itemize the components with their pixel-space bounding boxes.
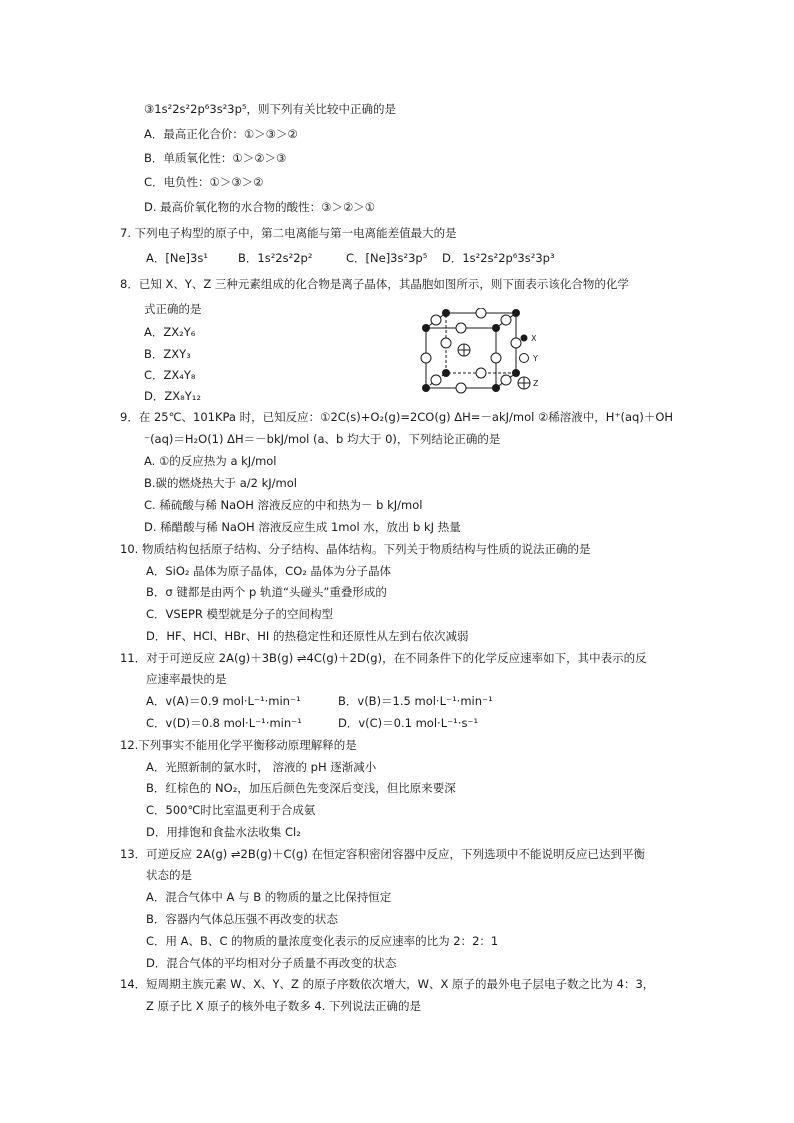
option-d: D．混合气体的平均相对分子质量不再改变的状态 [146,956,397,970]
option-b: B.碳的燃烧热大于 a/2 kJ/mol [144,476,297,490]
legend-z-marker [518,377,530,389]
option-c: C．500℃时比室温更利于合成氨 [146,803,316,817]
option-a: A．v(A)＝0.9 mol·L⁻¹·min⁻¹ [146,694,301,708]
option-c: C．用 A、B、C 的物质的量浓度变化表示的反应速率的比为 2：2：1 [146,934,499,948]
y-atom [456,323,466,333]
crystal-cell-diagram [416,308,566,398]
legend-z-label: Z [533,379,539,388]
y-atom [476,368,486,378]
y-atom [431,375,441,385]
legend-x-label: X [531,334,537,343]
option-c: C．电负性：①＞③＞② [144,175,264,189]
question-14: 14．短周期主族元素 W、X、Y、Z 的原子序数依次增大，W、X 原子的最外电子层电子数之比为 4：3， [120,977,655,991]
option-d: D．v(C)＝0.1 mol·L⁻¹·s⁻¹ [338,716,479,730]
question-7: 7. 下列电子构型的原子中，第二电离能与第一电离能差值最大的是 [120,226,457,240]
y-atom [501,315,511,325]
option-a: A．混合气体中 A 与 B 的物质的量之比保持恒定 [146,890,392,904]
option-b: B．v(B)＝1.5 mol·L⁻¹·min⁻¹ [338,694,493,708]
x-atom [492,384,500,392]
option-d: D．HF、HCl、HBr、HI 的热稳定性和还原性从左到右依次减弱 [146,629,469,643]
option-a: A．ZX₂Y₆ [144,325,196,339]
option-b: B．红棕色的 NO₂，加压后颜色先变深后变浅，但比原来要深 [146,781,456,795]
text-line: ③1s²2s²2p⁶3s²3p⁵，则下列有关比较中正确的是 [144,102,397,116]
q7-options [146,250,706,266]
option-c: C. 稀硫酸与稀 NaOH 溶液反应的中和热为－ b kJ/mol [144,498,423,512]
x-atom [422,384,430,392]
y-atom [511,338,521,348]
q11-options-row2 [146,715,706,731]
question-10: 10. 物质结构包括原子结构、分子结构、晶体结构。下列关于物质结构与性质的说法正确的是 [120,542,591,556]
question-13: 13．可逆反应 2A(g) ⇌2B(g)＋C(g) 在恒定容积密闭容器中反应，下列选项中不能说明反应已达到平衡 [120,847,645,861]
option-b: B．σ 键都是由两个 p 轨道“头碰头”重叠形成的 [146,585,387,599]
option-c: C．VSEPR 模型就是分子的空间构型 [146,607,334,621]
option-a: A．[Ne]3s¹ [146,251,208,265]
y-atom [431,315,441,325]
x-atom [512,369,520,377]
text-line: Z 原子比 X 原子的核外电子数多 4. 下列说法正确的是 [146,999,422,1013]
option-c: C．v(D)＝0.8 mol·L⁻¹·min⁻¹ [146,716,302,730]
option-d: D．用排饱和食盐水法收集 Cl₂ [146,825,301,839]
option-d: D. 稀醋酸与稀 NaOH 溶液反应生成 1mol 水，放出 b kJ 热量 [144,520,461,534]
option-c: C．[Ne]3s²3p⁵ [346,251,428,265]
y-atom [501,375,511,385]
text-line: 式正确的是 [144,302,202,316]
option-d: D．1s²2s²2p⁶3s²3p³ [442,251,555,265]
text-line: ⁻(aq)＝H₂O(1) ΔH＝－bkJ/mol (a、b 均大于 0)，下列结论正确的是 [144,432,501,446]
option-c: C．ZX₄Y₈ [144,368,196,382]
question-12: 12.下列事实不能用化学平衡移动原理解释的是 [120,738,357,752]
z-atom [458,344,470,356]
option-a: A．SiO₂ 晶体为原子晶体，CO₂ 晶体为分子晶体 [146,564,392,578]
option-b: B．1s²2s²2p² [238,251,313,265]
y-atom [476,308,486,318]
legend-x-marker [521,335,528,342]
option-a: A. ①的反应热为 a kJ/mol [144,454,277,468]
question-9: 9．在 25℃、101KPa 时，已知反应：①2C(s)+O₂(g)=2CO(g) ΔH=－akJ/mol ②稀溶液中，H⁺(aq)＋OH [120,410,674,424]
q11-options-row1 [146,693,706,709]
text-line: 状态的是 [146,868,192,882]
y-atom [441,338,451,348]
option-d: D. 最高价氧化物的水合物的酸性：③＞②＞① [144,200,376,214]
option-a: A．最高正化合价：①＞③＞② [144,127,298,141]
question-11: 11．对于可逆反应 2A(g)＋3B(g) ⇌4C(g)＋2D(g)，在不同条件下的化学反应速率如下，其中表示的反 [120,651,647,665]
option-b: B．单质氧化性：①＞②＞③ [144,151,287,165]
x-atom [422,324,430,332]
y-atom [456,383,466,393]
x-atom [492,324,500,332]
y-atom [421,353,431,363]
legend-y-marker [520,354,529,363]
x-atom [442,309,450,317]
x-atom [512,309,520,317]
option-b: B．容器内气体总压强不再改变的状态 [146,912,338,926]
x-atom [442,369,450,377]
y-atom [491,353,501,363]
option-b: B．ZXY₃ [144,347,191,361]
option-a: A．光照新制的氯水时， 溶液的 pH 逐渐减小 [146,760,377,774]
question-8: 8．已知 X、Y、Z 三种元素组成的化合物是离子晶体，其晶胞如图所示，则下面表示该化合物的化学 [120,277,629,291]
legend-y-label: Y [533,354,538,363]
text-line: 应速率最快的是 [146,672,227,686]
option-d: D．ZX₈Y₁₂ [144,389,201,403]
